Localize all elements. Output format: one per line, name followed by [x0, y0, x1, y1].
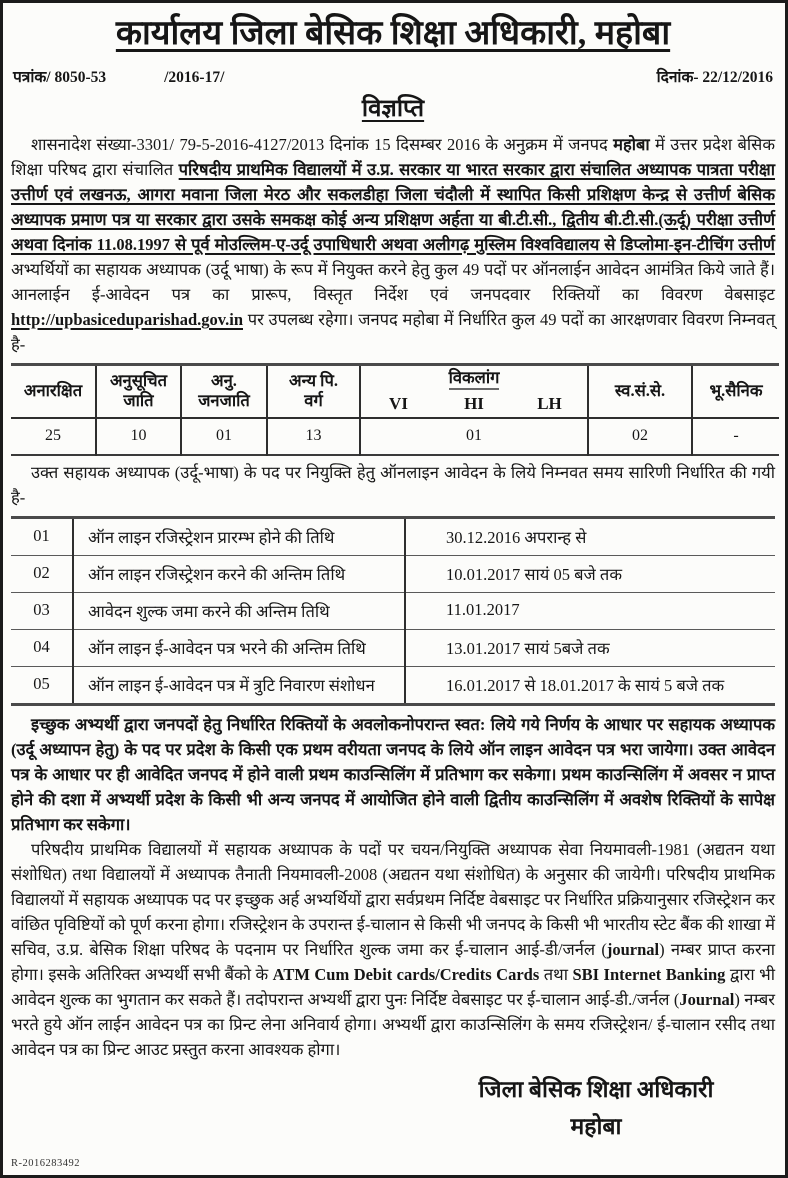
col-header-st: अनु. जनजाति — [181, 364, 267, 417]
reference-row — [13, 65, 773, 87]
letter-number: पत्रांक/ 8050-53 — [13, 68, 107, 86]
vacancy-table — [11, 363, 779, 456]
signature-block — [431, 1072, 761, 1146]
schedule-date: 10.01.2017 सायं 05 बजे तक — [405, 555, 775, 592]
value-selfhelp: 02 — [588, 418, 692, 455]
office-title: कार्यालय जिला बेसिक शिक्षा अधिकारी, महोबा — [115, 15, 671, 52]
schedule-sno: 04 — [11, 629, 73, 666]
schedule-row — [11, 592, 775, 629]
procedure-paragraph: परिषदीय प्राथमिक विद्यालयों में सहायक अध्यापक के पदों पर चयन/नियुक्ति अध्यापक सेवा नियमावली-1981 (अद्यतन यथा संशोधित) तथा विद्यालयों में अध्यापक तैनाती नियमावली-2008 (अद्यतन यथा संशोधित) के अनुसार की जायेगी। परिषदीय प्राथमिक विद्यालयों में सहायक अध्यापक पद पर इच्छुक अर्ह अभ्यर्थियों द्वारा सर्वप्रथम निर्दिष्ट वेबसाइट पर निर्धारित प्रक्रियानुसार रजिस्ट्रेशन कर वांछित पृविष्टियों को पूर्ण करना होगा। रजिस्ट्रेशन के उपरान्त ई-चालान से किसी भी जनपद के किसी भी भारतीय स्टेट बैंक की शाखा में सचिव, उ.प्र. बेसिक शिक्षा परिषद के पदनाम पर निर्धारित शुल्क जमा कर ई-चालान आई-डी/जर्नल (journal) नम्बर प्राप्त करना होगा। इसके अतिरिक्त अभ्यर्थी सभी बैंको के ATM Cum Debit cards/Credits Cards तथा SBI Internet Banking द्वारा भी आवेदन शुल्क का भुगतान कर सकते हैं। तदोपरान्त अभ्यर्थी द्वारा पुनः निर्दिष्ट वेबसाइट पर ई-चालान आई-डी./जर्नल (Journal) नम्बर भरते हुये ऑन लाईन आवेदन पत्र का प्रिन्ट लेना अनिवार्य होगा। अभ्यर्थी द्वारा काउन्सिलिंग के समय रजिस्ट्रेशन/ ई-चालान रसीद तथा आवेदन पत्र का प्रिन्ट आउट प्रस्तुत करना आवश्यक होगा। — [11, 839, 776, 1059]
value-obc: 13 — [267, 418, 360, 455]
schedule-activity: आवेदन शुल्क जमा करने की अन्तिम तिथि — [73, 592, 405, 629]
letter-year: /2016-17/ — [164, 68, 225, 86]
schedule-activity: ऑन लाइन रजिस्ट्रेशन करने की अन्तिम तिथि — [73, 555, 405, 592]
col-header-disabled: विकलांग — [360, 364, 588, 390]
schedule-activity: ऑन लाइन ई-आवेदन पत्र में त्रुटि निवारण संशोधन — [73, 666, 405, 704]
schedule-activity: ऑन लाइन ई-आवेदन पत्र भरने की अन्तिम तिथि — [73, 629, 405, 666]
intro-paragraph: शासनादेश संख्या-3301/ 79-5-2016-4127/2013 दिनांक 15 दिसम्बर 2016 के अनुक्रम में जनपद महोबा में उत्तर प्रदेश बेसिक शिक्षा परिषद द्वारा संचालित परिषदीय प्राथमिक विद्यालयों में उ.प्र. सरकार या भारत सरकार द्वारा संचालित अध्यापक पात्रता परीक्षा उत्तीर्ण एवं लखनऊ, आगरा मवाना जिला मेरठ और सकलडीहा जिला चंदौली में स्थापित किसी प्रशिक्षण केन्द्र से उत्तीर्ण बेसिक अध्यापक प्रमाण पत्र या सरकार द्वारा उसके समकक्ष कोई अन्य प्रशिक्षण अर्हता या बी.टी.सी., द्वितीय बी.टी.सी.(ऊर्दू) परीक्षा उत्तीर्ण अथवा दिनांक 11.08.1997 से पूर्व मोउल्लिम-ए-उर्दू उपाधिधारी अथवा अलीगढ़ मुस्लिम विश्वविद्यालय से डिप्लोमा-इन-टीचिंग उत्तीर्ण अभ्यर्थियों का सहायक अध्यापक (उर्दू भाषा) के रूप में नियुक्त करने हेतु कुल 49 पदों पर ऑनलाईन आवेदन आमंत्रित किये जाते हैं। आनलाईन ई-आवेदन पत्र का प्रारूप, विस्तृत निर्देश एवं जनपदवार रिक्तियों का विवरण वेबसाइट http://upbasiceduparishad.gov.in पर उपलब्ध रहेगा। जनपद महोबा में निर्धारित कुल 49 पदों का आरक्षणवार विवरण निम्नवत् है- — [11, 134, 776, 354]
print-serial-number: R-2016283492 — [11, 1158, 80, 1170]
schedule-date: 30.12.2016 अपरान्ह से — [405, 517, 775, 555]
schedule-date: 11.01.2017 — [405, 592, 775, 629]
col-header-unreserved: अनारक्षित — [11, 364, 96, 417]
schedule-date: 13.01.2017 सायं 5बजे तक — [405, 629, 775, 666]
value-disabled: 01 — [360, 418, 588, 455]
schedule-sno: 05 — [33, 674, 50, 694]
col-header-obc: अन्य पि. वर्ग — [267, 364, 360, 417]
schedule-row — [11, 555, 775, 592]
schedule-row — [11, 517, 775, 555]
value-st: 01 — [181, 418, 267, 455]
signatory-designation: जिला बेसिक शिक्षा अधिकारी — [478, 1076, 714, 1102]
value-unreserved: 25 — [45, 426, 61, 444]
schedule-row — [11, 666, 775, 704]
notice-title: विज्ञप्ति — [361, 95, 425, 122]
schedule-intro: उक्त सहायक अध्यापक (उर्दू-भाषा) के पद पर नियुक्ति हेतु ऑनलाइन आवेदन के लिये निम्नवत समय सारिणी निर्धारित की गयी है- — [11, 462, 775, 507]
signatory-district: महोबा — [570, 1113, 622, 1139]
schedule-sno: 03 — [11, 592, 73, 629]
value-sc: 10 — [96, 418, 181, 455]
col-header-sc: अनुसूचित जाति — [96, 364, 181, 417]
subcol-vi: VI — [360, 391, 436, 418]
schedule-sno: 01 — [11, 517, 73, 555]
letter-date: दिनांक- 22/12/2016 — [656, 68, 773, 86]
subcol-lh: LH — [512, 391, 588, 418]
counselling-paragraph: इच्छुक अभ्यर्थी द्वारा जनपदों हेतु निर्धारित रिक्तियों के अवलोकनोपरान्त स्वत: लिये गये निर्णय के आधार पर सहायक अध्यापक (उर्दू अध्यापन हेतु) के पद पर प्रदेश के किसी एक प्रथम वरीयता जनपद के लिये ऑन लाइन आवेदन पत्र भरा जायेगा। उक्त आवेदन पत्र के आधार पर ही आवेदित जनपद में होने वाली प्रथम काउन्सिलिंग में प्रतिभाग कर सकेगा। प्रथम काउन्सिलिंग में अवसर न प्राप्त होने की दशा में अभ्यर्थी प्रदेश के किसी भी अन्य जनपद में आयोजित होने वाली द्वितीय काउन्सिलिंग में अवशेष रिक्तियों के सापेक्ष प्रतिभाग कर सकेगा। — [11, 714, 775, 834]
schedule-table — [11, 516, 775, 706]
schedule-date: 16.01.2017 से 18.01.2017 के सायं 5 बजे तक — [405, 666, 775, 704]
subcol-hi: HI — [436, 391, 512, 418]
schedule-row — [11, 629, 775, 666]
col-header-selfhelp: स्व.सं.से. — [588, 364, 692, 417]
schedule-sno: 02 — [11, 555, 73, 592]
col-header-exservice: भू.सैनिक — [692, 364, 779, 417]
schedule-activity: ऑन लाइन रजिस्ट्रेशन प्रारम्भ होने की तिथि — [73, 517, 405, 555]
value-exservice: - — [692, 418, 779, 455]
